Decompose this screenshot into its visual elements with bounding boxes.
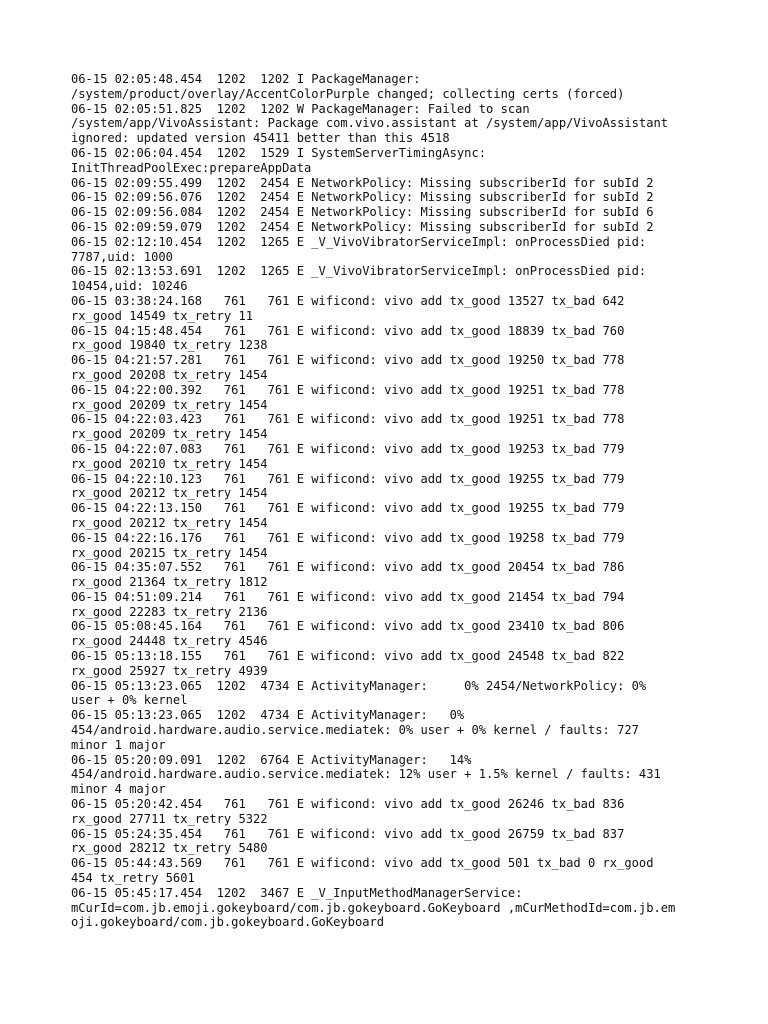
- log-line: 06-15 02:13:53.691 1202 1265 E _V_VivoVibratorServiceImpl: onProcessDied pid:: [71, 264, 647, 279]
- log-line: ignored: updated version 45411 better than this 4518: [71, 131, 450, 146]
- log-line: 06-15 04:21:57.281 761 761 E wificond: vivo add tx_good 19250 tx_bad 778: [71, 353, 625, 368]
- log-line: /system/app/VivoAssistant: Package com.vivo.assistant at /system/app/VivoAssistant: [71, 116, 669, 131]
- log-line: rx_good 24448 tx_retry 4546: [71, 634, 268, 649]
- log-line: rx_good 20209 tx_retry 1454: [71, 427, 268, 442]
- log-line: rx_good 20212 tx_retry 1454: [71, 515, 268, 530]
- log-line: rx_good 28212 tx_retry 5480: [71, 841, 268, 856]
- log-line: mCurId=com.jb.emoji.gokeyboard/com.jb.gokeyboard.GoKeyboard ,mCurMethodId=com.jb.em: [71, 900, 676, 915]
- log-line: InitThreadPoolExec:prepareAppData: [71, 160, 312, 175]
- log-line: 06-15 05:44:43.569 761 761 E wificond: vivo add tx_good 501 tx_bad 0 rx_good: [71, 856, 654, 871]
- log-line: 06-15 02:09:56.076 1202 2454 E NetworkPolicy: Missing subscriberId for subId 2: [71, 190, 654, 205]
- log-line: 06-15 02:09:56.084 1202 2454 E NetworkPolicy: Missing subscriberId for subId 6: [71, 205, 654, 220]
- log-line: 06-15 04:22:13.150 761 761 E wificond: vivo add tx_good 19255 tx_bad 779: [71, 501, 625, 516]
- log-line: minor 4 major: [71, 782, 166, 797]
- log-line: rx_good 25927 tx_retry 4939: [71, 663, 268, 678]
- log-line: 06-15 04:15:48.454 761 761 E wificond: vivo add tx_good 18839 tx_bad 760: [71, 323, 625, 338]
- log-line: 454 tx_retry 5601: [71, 871, 195, 886]
- log-line: 06-15 02:09:59.079 1202 2454 E NetworkPolicy: Missing subscriberId for subId 2: [71, 219, 654, 234]
- log-line: 7787,uid: 1000: [71, 249, 173, 264]
- log-line: 06-15 04:51:09.214 761 761 E wificond: vivo add tx_good 21454 tx_bad 794: [71, 589, 625, 604]
- log-line: rx_good 20212 tx_retry 1454: [71, 486, 268, 501]
- log-line: user + 0% kernel: [71, 693, 188, 708]
- log-line: rx_good 21364 tx_retry 1812: [71, 575, 268, 590]
- log-line: rx_good 14549 tx_retry 11: [71, 308, 254, 323]
- log-line: 06-15 04:22:07.083 761 761 E wificond: vivo add tx_good 19253 tx_bad 779: [71, 441, 625, 456]
- log-lines: [71, 72, 711, 930]
- log-line: rx_good 22283 tx_retry 2136: [71, 604, 268, 619]
- log-line: 06-15 04:22:03.423 761 761 E wificond: vivo add tx_good 19251 tx_bad 778: [71, 412, 625, 427]
- log-line: 10454,uid: 10246: [71, 279, 188, 294]
- log-line: 06-15 05:20:09.091 1202 6764 E ActivityManager: 14%: [71, 752, 472, 767]
- log-line: rx_good 20209 tx_retry 1454: [71, 397, 268, 412]
- log-line: 06-15 04:22:10.123 761 761 E wificond: vivo add tx_good 19255 tx_bad 779: [71, 471, 625, 486]
- log-line: 06-15 04:22:16.176 761 761 E wificond: vivo add tx_good 19258 tx_bad 779: [71, 530, 625, 545]
- log-line: 06-15 02:12:10.454 1202 1265 E _V_VivoVibratorServiceImpl: onProcessDied pid:: [71, 234, 647, 249]
- log-line: 06-15 03:38:24.168 761 761 E wificond: vivo add tx_good 13527 tx_bad 642: [71, 293, 625, 308]
- log-line: minor 1 major: [71, 737, 166, 752]
- log-line: rx_good 19840 tx_retry 1238: [71, 338, 268, 353]
- log-line: 06-15 04:35:07.552 761 761 E wificond: vivo add tx_good 20454 tx_bad 786: [71, 560, 625, 575]
- log-line: rx_good 27711 tx_retry 5322: [71, 811, 268, 826]
- log-document: [71, 72, 711, 930]
- log-line: 454/android.hardware.audio.service.mediatek: 12% user + 1.5% kernel / faults: 431: [71, 767, 661, 782]
- log-line: 06-15 05:24:35.454 761 761 E wificond: vivo add tx_good 26759 tx_bad 837: [71, 826, 625, 841]
- log-line: oji.gokeyboard/com.jb.gokeyboard.GoKeyboard: [71, 915, 385, 930]
- log-line: 06-15 05:08:45.164 761 761 E wificond: vivo add tx_good 23410 tx_bad 806: [71, 619, 625, 634]
- log-line: 06-15 02:05:51.825 1202 1202 W PackageManager: Failed to scan: [71, 101, 530, 116]
- log-line: 06-15 05:20:42.454 761 761 E wificond: vivo add tx_good 26246 tx_bad 836: [71, 797, 625, 812]
- log-line: 06-15 02:05:48.454 1202 1202 I PackageManager:: [71, 72, 421, 86]
- log-line: 06-15 02:06:04.454 1202 1529 I SystemServerTimingAsync:: [71, 145, 487, 160]
- log-line: rx_good 20208 tx_retry 1454: [71, 367, 268, 382]
- log-line: 06-15 05:45:17.454 1202 3467 E _V_InputMethodManagerService:: [71, 885, 523, 900]
- log-line: 06-15 05:13:18.155 761 761 E wificond: vivo add tx_good 24548 tx_bad 822: [71, 649, 625, 664]
- log-line: rx_good 20215 tx_retry 1454: [71, 545, 268, 560]
- log-line: /system/product/overlay/AccentColorPurple changed; collecting certs (forced): [71, 86, 625, 101]
- log-line: rx_good 20210 tx_retry 1454: [71, 456, 268, 471]
- log-line: 06-15 04:22:00.392 761 761 E wificond: vivo add tx_good 19251 tx_bad 778: [71, 382, 625, 397]
- log-line: 06-15 05:13:23.065 1202 4734 E ActivityManager: 0% 2454/NetworkPolicy: 0%: [71, 678, 647, 693]
- log-line: 06-15 02:09:55.499 1202 2454 E NetworkPolicy: Missing subscriberId for subId 2: [71, 175, 654, 190]
- log-line: 454/android.hardware.audio.service.mediatek: 0% user + 0% kernel / faults: 727: [71, 723, 639, 738]
- log-line: 06-15 05:13:23.065 1202 4734 E ActivityManager: 0%: [71, 708, 465, 723]
